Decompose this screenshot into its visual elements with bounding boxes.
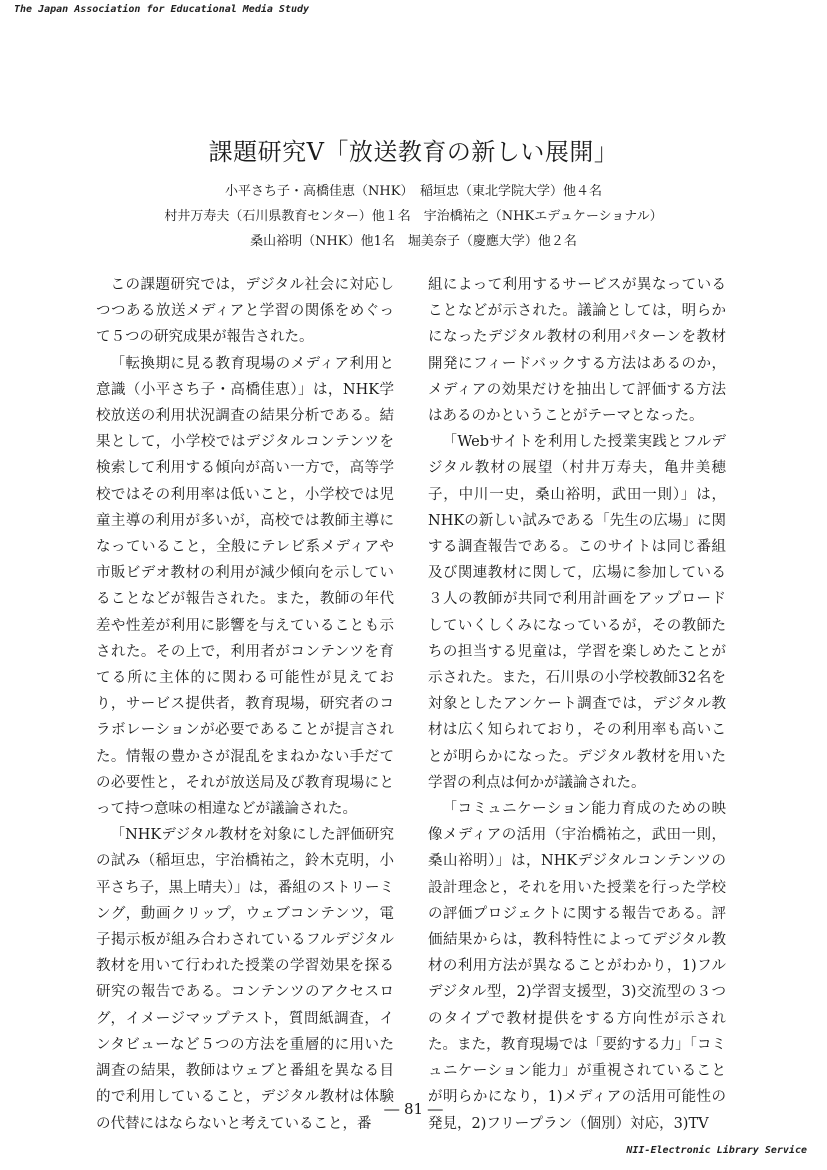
author-line: 小平さち子・高橋佳恵（NHK） 稲垣忠（東北学院大学）他４名	[225, 184, 602, 199]
paragraph: 「転換期に見る教育現場のメディア利用と意識（小平さち子・高橋佳恵）」は，NHK学校放送の利用状況調査の結果分析である。結果として，小学校ではデジタルコンテンツを検索して利用する傾向が高い一方で，高等学校ではその利用率は低いこと，小学校では児童主導の利用が多いが，高校では教師主導になっていること，全般にテレビ系メディアや市販ビデオ教材の利用が減少傾向を示していることなどが報告された。また，教師の年代差や性差が利用に影響を与えていることも示された。その上で，利用者がコンテンツを育てる所に主体的に関わる可能性が見えており，サービス提供者，教育現場，研究者のコラボレーションが必要であることが提言された。情報の豊かさが混乱をまねかない手だての必要性と，それが放送局及び教育現場にとって持つ意味の相違などが議論された。	[96, 355, 394, 818]
paragraph: 組によって利用するサービスが異なっていることなどが示された。議論としては，明らかになったデジタル教材の利用パターンを教材開発にフィードバックする方法はあるのか，メディアの効果だけを抽出して評価する方法はあるのかということがテーマとなった。	[428, 277, 726, 425]
author-line: 村井万寿夫（石川県教育センター）他１名 宇治橋祐之（NHKエデュケーショナル）	[164, 209, 663, 224]
paragraph: 「Webサイトを利用した授業実践とフルデジタル教材の展望（村井万寿夫，亀井美穂子，中川一史，桑山裕明，武田一則）」は，NHKの新しい試みである「先生の広場」に関する調査報告である。このサイトは同じ番組及び関連教材に関して，広場に参加している３人の教師が共同で利用計画をアップロードしていくしくみになっているが，その教師たちの担当する児童は，学習を楽しめたことが示された。また，石川県の小学校教師32名を対象としたアンケート調査では，デジタル教材は広く知られており，その利用率も高いことが明らかになった。デジタル教材を用いた学習の利点は何かが議論された。	[428, 434, 726, 791]
library-footer: NII-Electronic Library Service	[626, 1145, 807, 1156]
article-title: 課題研究Ⅴ「放送教育の新しい展開」	[208, 138, 619, 166]
paragraph: この課題研究では，デジタル社会に対応しつつある放送メディアと学習の関係をめぐって５つの研究成果が報告された。	[96, 277, 394, 346]
paragraph: 「NHKデジタル教材を対象にした評価研究の試み（稲垣忠，宇治橋祐之，鈴木克明，小平さち子，黒上晴夫）」は，番組のストリーミング，動画クリップ，ウェブコンテンツ，電子掲示板が組み合わされているフルデジタル教材を用いて行われた授業の学習効果を探る研究の報告である。コンテンツのアクセスログ，イメージマップテスト，質問紙調査，インタビューなど５つの方法を重層的に用いた調査の結果，教師はウェブと番組を異なる目的で利用していること，デジタル教材は体験の代替にはならないと考えていること，番	[96, 827, 394, 1132]
left-column	[96, 272, 394, 1137]
journal-header: The Japan Association for Educational Media Study	[14, 4, 310, 15]
author-list	[0, 179, 827, 254]
page-number: ― 81 ―	[384, 1100, 443, 1118]
right-column	[428, 272, 726, 1137]
paragraph: 「コミュニケーション能力育成のための映像メディアの活用（宇治橋祐之，武田一則，桑山裕明）」は，NHKデジタルコンテンツの設計理念と，それを用いた授業を行った学校の評価プロジェクトに関する報告である。評価結果からは，教科特性によってデジタル教材の利用方法が異なることがわかり，1)フルデジタル型，2)学習支援型，3)交流型の３つのタイプで教材提供をする方向性が示された。また，教育現場では「要約する力」「コミュニケーション能力」が重視されていることが明らかになり，1)メディアの活用可能性の発見，2)フリープラン（個別）対応，3)TV	[428, 801, 726, 1132]
author-line: 桑山裕明（NHK）他1名 堀美奈子（慶應大学）他２名	[250, 234, 577, 249]
